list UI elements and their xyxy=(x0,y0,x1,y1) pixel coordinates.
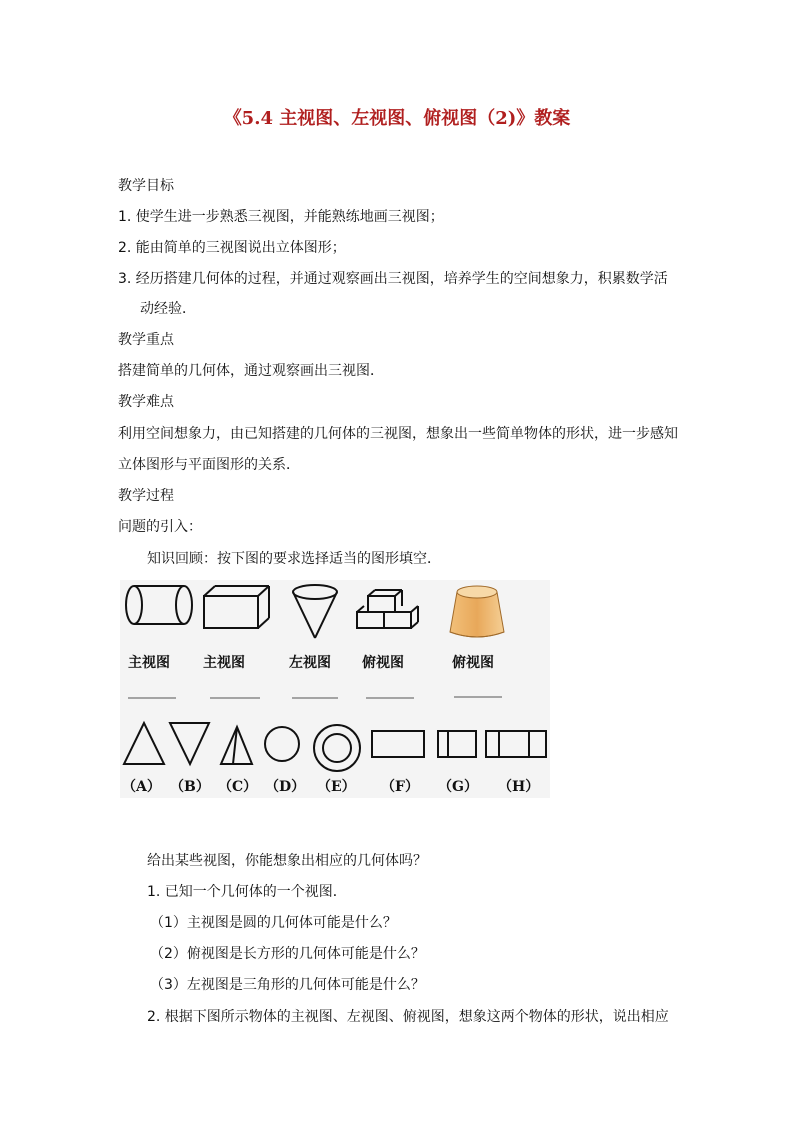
view-label-3: 左视图 xyxy=(289,655,331,671)
cylinder-icon xyxy=(126,586,192,624)
view-label-1: 主视图 xyxy=(128,655,170,671)
review-instruction: 知识回顾：按下图的要求选择适当的图形填空． xyxy=(147,551,441,567)
question-1-sub-2: （2）俯视图是长方形的几何体可能是什么？ xyxy=(150,946,425,962)
heading-difficulties: 教学难点 xyxy=(118,394,174,410)
question-2: 2. 根据下图所示物体的主视图、左视图、俯视图，想象这两个物体的形状，说出相应 xyxy=(147,1009,669,1025)
cone-icon xyxy=(293,585,337,638)
frustum-icon xyxy=(450,586,504,637)
option-e-concentric-circles-icon xyxy=(314,725,360,771)
view-label-4: 俯视图 xyxy=(362,655,404,671)
goal-item-3-continued: 动经验． xyxy=(140,301,196,317)
page-title: 《5.4 主视图、左视图、俯视图（2)》教案 xyxy=(223,108,571,129)
key-points-text: 搭建简单的几何体，通过观察画出三视图． xyxy=(118,363,384,379)
question-prompt: 给出某些视图，你能想象出相应的几何体吗？ xyxy=(147,853,427,869)
question-1-sub-3: （3）左视图是三角形的几何体可能是什么？ xyxy=(150,977,425,993)
option-a-triangle-icon xyxy=(124,723,164,764)
goal-item-1: 1. 使学生进一步熟悉三视图，并能熟练地画三视图； xyxy=(118,209,444,225)
three-views-figure xyxy=(120,580,550,798)
stacked-blocks-icon xyxy=(357,590,418,628)
intro-label: 问题的引入： xyxy=(118,519,202,535)
goal-item-3: 3. 经历搭建几何体的过程，并通过观察画出三视图，培养学生的空间想象力，积累数学活 xyxy=(118,271,668,287)
goal-item-2: 2. 能由简单的三视图说出立体图形； xyxy=(118,240,346,256)
option-f-rectangle-icon xyxy=(372,731,424,757)
option-g-rectangle-divided-icon xyxy=(438,731,476,757)
question-1-sub-1: （1）主视图是圆的几何体可能是什么？ xyxy=(150,915,397,931)
option-h-rectangle-three-parts-icon xyxy=(486,731,546,757)
option-h-label: （H） xyxy=(498,779,540,795)
view-label-5: 俯视图 xyxy=(452,655,494,671)
difficulties-text-continued: 立体图形与平面图形的关系． xyxy=(118,457,300,473)
option-c-label: （C） xyxy=(218,779,258,795)
option-b-label: （B） xyxy=(170,779,210,795)
difficulties-text: 利用空间想象力，由已知搭建的几何体的三视图，想象出一些简单物体的形状，进一步感知 xyxy=(118,426,678,442)
option-g-label: （G） xyxy=(438,779,478,795)
option-a-label: （A） xyxy=(122,779,161,795)
heading-process: 教学过程 xyxy=(118,488,174,504)
option-d-circle-icon xyxy=(265,727,299,761)
three-views-svg xyxy=(120,580,550,798)
option-f-label: （F） xyxy=(381,779,419,795)
option-c-triangle-with-line-icon xyxy=(221,727,252,764)
view-label-2: 主视图 xyxy=(203,655,245,671)
option-d-label: （D） xyxy=(265,779,306,795)
heading-teaching-goals: 教学目标 xyxy=(118,178,174,194)
heading-key-points: 教学重点 xyxy=(118,332,174,348)
option-e-label: （E） xyxy=(317,779,356,795)
question-1: 1. 已知一个几何体的一个视图． xyxy=(147,884,347,900)
option-b-inverted-triangle-icon xyxy=(170,723,209,764)
cuboid-icon xyxy=(204,586,269,628)
